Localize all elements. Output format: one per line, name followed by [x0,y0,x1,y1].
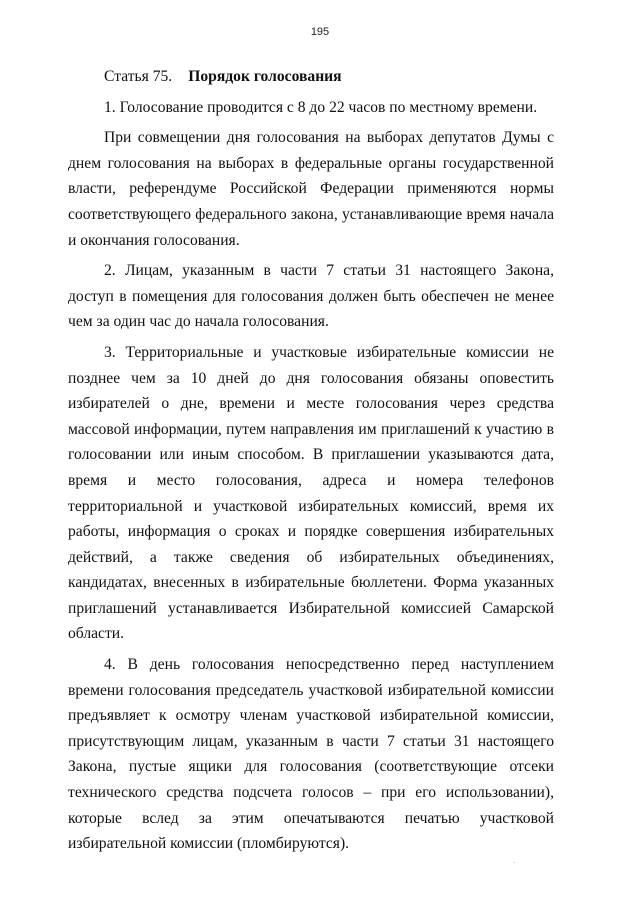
article-title: Порядок голосования [188,68,342,85]
scan-speck [514,828,515,829]
scan-speck [514,862,515,863]
article-heading [68,64,554,90]
paragraph-2: 2. Лицам, указанным в части 7 статьи 31 настоящего Закона, доступ в помещения для голосования должен быть обеспечен не менее чем за один час до начала голосования. [68,262,554,331]
paragraph-3: 3. Территориальные и участковые избирательные комиссии не позднее чем за 10 дней до дня голосования обязаны оповестить избирателей о дне, времени и месте голосования через средства массовой информации, путем направления им приглашений к участию в голосовании или иным способом. В приглашении указываются дата, время и место голосования, адреса и номера телефонов территориальной и участковой избирательных комиссий, время их работы, информация о сроках и порядке совершения избирательных действий, а также сведения об избирательных объединениях, кандидатах, внесенных в избирательные бюллетени. Форма указанных приглашений устанавливается Избирательной комиссией Самарской области. [68,343,554,643]
document-body [68,64,554,857]
article-label: Статья 75. [104,68,173,85]
page-number: 195 [310,26,330,38]
paragraph-1-extra: При совмещении дня голосования на выборах депутатов Думы с днем голосования на выборах в федеральные органы государственной власти, референдуме Российской Федерации применяются нормы соответствующего федерального закона, устанавливающие время начала и окончания голосования. [68,129,554,249]
paragraph-4: 4. В день голосования непосредственно перед наступлением времени голосования председатель участковой избирательной комиссии предъявляет к осмотру членам участковой избирательной комиссии, присутствующим лицам, указанным в части 7 статьи 31 настоящего Закона, пустые ящики для голосования (соответствующие отсеки технического средства подсчета голосов – при его использовании), которые вслед за этим опечатываются печатью участковой избирательной комиссии (пломбируются). [68,656,554,853]
paragraph-1: 1. Голосование проводится с 8 до 22 часов по местному времени. [104,98,538,116]
